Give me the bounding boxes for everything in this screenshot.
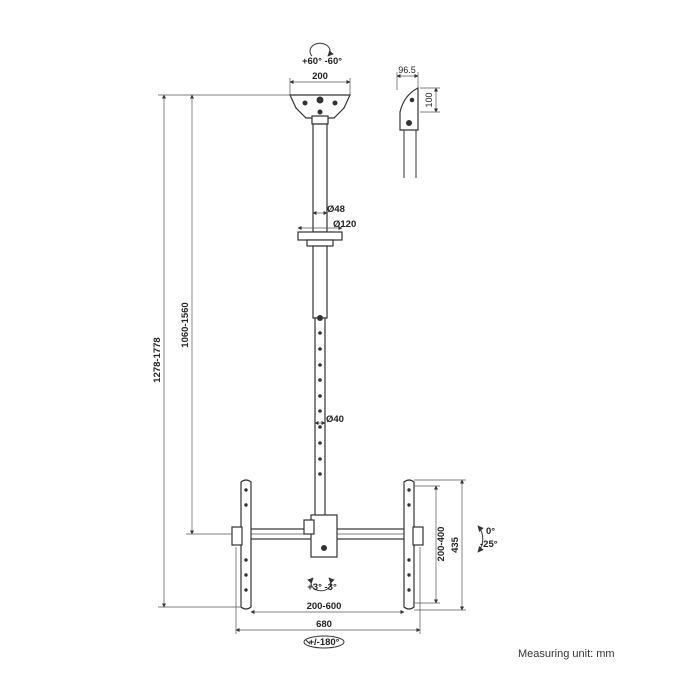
- vesa-height-label: 200-400: [436, 526, 447, 562]
- adjust-height-label: 1060-1560: [180, 302, 191, 348]
- inner-tube-diameter-label: Ø40: [326, 414, 344, 425]
- total-height-label: 1278-1778: [152, 337, 163, 383]
- adjust-height-dimension: [180, 95, 232, 534]
- side-depth-label: 96.5: [398, 65, 416, 75]
- tilt-down-label: -25°: [480, 539, 498, 550]
- side-height-label: 100: [424, 92, 434, 108]
- measuring-unit-note: Measuring unit: mm: [518, 648, 615, 660]
- vesa-width-label: 200-600: [306, 601, 342, 612]
- collar-diameter-label: Ø120: [333, 219, 357, 230]
- rotation-indicator: [304, 636, 344, 648]
- tilt-up-label: 0°: [486, 526, 496, 537]
- side-view-detail: [397, 65, 440, 178]
- tilt-front-indicator: [307, 578, 337, 593]
- total-width-label: 680: [316, 619, 332, 630]
- bracket-height-label: 435: [450, 537, 461, 553]
- ceiling-plate: [290, 95, 350, 124]
- tube-diameter-label: Ø48: [327, 204, 345, 215]
- tilt-top-label: +60° -60°: [301, 56, 343, 67]
- vesa-width-dimension: [251, 601, 404, 612]
- tilt-side-indicator: [478, 526, 498, 552]
- tilt-top-indicator: [302, 43, 342, 67]
- tilt-front-label: +3° -3°: [307, 582, 337, 593]
- rotation-label: +/-180°: [308, 637, 340, 648]
- pole: [298, 124, 342, 518]
- top-width-dimension: [290, 71, 350, 95]
- top-width-label: 200: [312, 71, 328, 82]
